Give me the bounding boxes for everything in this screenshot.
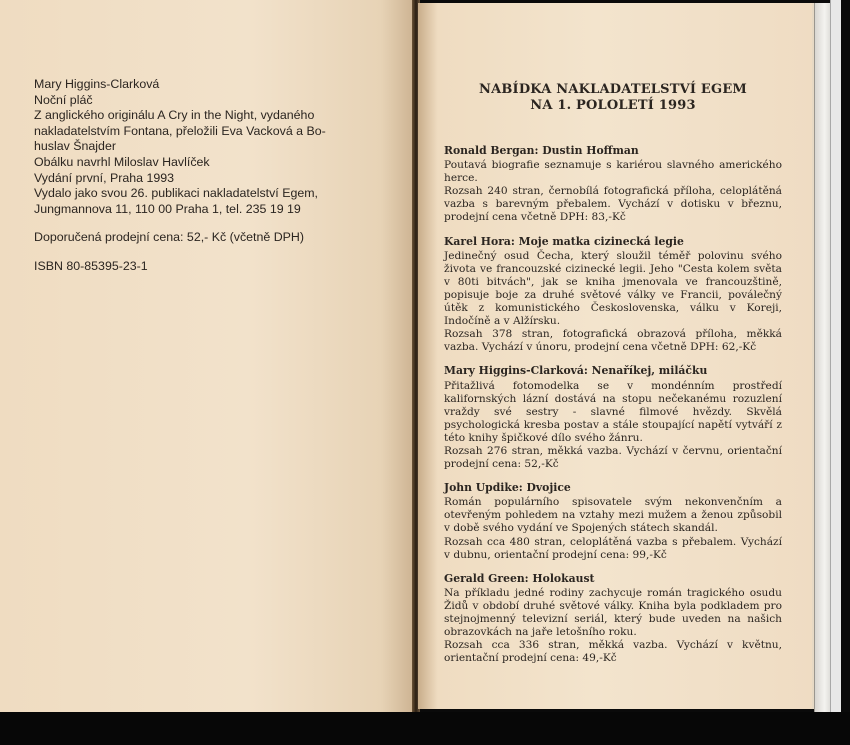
imprint-line: Vydalo jako svou 26. publikaci nakladatelství Egem,: [34, 186, 318, 201]
left-page: [0, 0, 414, 712]
book-description: Na příkladu jedné rodiny zachycuje román tragického osudu Židů v období druhé světové války. Kniha byla podkladem pro stejnojmenný televizní seriál, který bude uveden na našich obrazovkách na jaře letošního roku.: [444, 586, 782, 639]
heading-line-1: NABÍDKA NAKLADATELSTVÍ EGEM: [478, 82, 748, 97]
book-description: Jedinečný osud Čecha, který sloužil téměř polovinu svého života ve francouzské cizinecké legii. Jeho "Cesta kolem světa v 80ti bitvách", jak se kniha jmenovala ve francouzštině, popisuje boje za druhé světové války ve Francii, poválečný útěk z komunistického Československa, válku v Koreji, Indočíně a v Alžírsku.: [444, 249, 782, 328]
book-title: Karel Hora: Moje matka cizinecká legie: [444, 234, 684, 248]
book-description: Přitažlivá fotomodelka se v mondénním prostředí kalifornských lázní dostává na stopu nečekanému rozuzlení vraždy své sestry - slavné filmové hvězdy. Skvělá psychologická kresba postav a stále stoupající napětí vytváří z této knihy špičkové dílo svého žánru.: [444, 379, 782, 444]
book-title: Mary Higgins-Clarková: Nenaříkej, miláčku: [444, 364, 708, 378]
book-entry: [444, 481, 782, 562]
book-details: Rozsah 276 stran, měkká vazba. Vychází v červnu, orientační prodejní cena: 52,-Kč: [444, 444, 782, 471]
book-entry: [444, 144, 782, 225]
book-description: Poutavá biografie seznamuje s kariérou slavného amerického herce.: [444, 159, 782, 185]
book-details: Rozsah 378 stran, fotografická obrazová příloha, měkká vazba. Vychází v únoru, prodejní cena včetně DPH: 62,-Kč: [444, 328, 782, 354]
book-title: John Updike: Dvojice: [444, 481, 571, 495]
isbn-line: ISBN 80-85395-23-1: [34, 258, 148, 273]
imprint-line: Noční pláč: [34, 92, 93, 107]
background-shadow: [0, 712, 850, 745]
book-title: Ronald Bergan: Dustin Hoffman: [444, 144, 639, 157]
imprint-line: Z anglického originálu A Cry in the Night, vydaného: [34, 108, 315, 123]
page-edge: [830, 0, 841, 728]
imprint-line: Obálku navrhl Miloslav Havlíček: [34, 154, 210, 169]
book-entry: [444, 235, 782, 355]
offer-heading: [444, 82, 782, 114]
imprint-line: Vydání první, Praha 1993: [34, 170, 175, 185]
imprint-block: [34, 77, 370, 275]
heading-line-2: NA 1. POLOLETÍ 1993: [530, 98, 696, 113]
book-details: Rozsah cca 336 stran, měkká vazba. Vychází v květnu, orientační prodejní cena: 49,-Kč: [444, 639, 782, 665]
book-entry: [444, 572, 782, 666]
right-page: [418, 3, 814, 709]
book-title: Gerald Green: Holokaust: [444, 571, 595, 585]
book-entry: [444, 364, 782, 471]
book-details: Rozsah 240 stran, černobílá fotografická příloha, celoplátěná vazba s barevným přebalem. Vychází v dotisku v březnu, prodejní cena včetně DPH: 83,-Kč: [444, 185, 782, 224]
price-line: Doporučená prodejní cena: 52,- Kč (včetně DPH): [34, 230, 304, 245]
imprint-line: nakladatelstvím Fontana, přeložili Eva Vacková a Bo-: [34, 123, 326, 138]
imprint-line: Mary Higgins-Clarková: [34, 77, 160, 91]
book-details: Rozsah cca 480 stran, celoplátěná vazba s přebalem. Vychází v dubnu, orientační prodejní cena: 99,-Kč: [444, 535, 782, 561]
imprint-line: huslav Šnajder: [34, 139, 116, 154]
book-description: Román populárního spisovatele svým nekonvenčním a otevřeným pohledem na vztahy mezi mužem a ženou způsobil v době svého vydání ve Spojených státech skandál.: [444, 496, 782, 535]
imprint-line: Jungmannova 11, 110 00 Praha 1, tel. 235 19 19: [34, 201, 301, 216]
